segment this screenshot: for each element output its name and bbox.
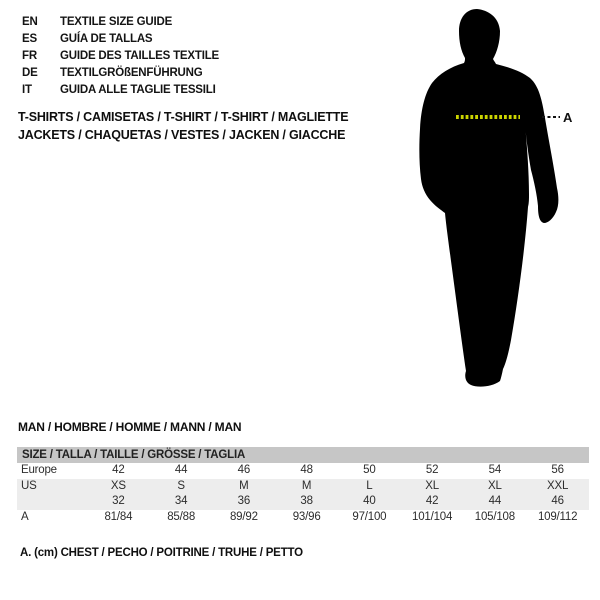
measurement-footnote: A. (cm) CHEST / PECHO / POITRINE / TRUHE / PETTO: [20, 547, 303, 559]
table-cell: 38: [300, 495, 313, 507]
table-cell: 34: [174, 495, 188, 507]
product-line-tshirts: T-SHIRTS / CAMISETAS / T-SHIRT / T-SHIRT / MAGLIETTE: [18, 110, 349, 124]
table-cell: M: [239, 479, 249, 492]
product-categories: [18, 108, 348, 144]
table-cell: 56: [551, 464, 564, 476]
table-cell: 44: [488, 495, 502, 507]
language-label: TEXTILGRÖßENFÜHRUNG: [60, 66, 203, 79]
table-cell: 97/100: [352, 510, 387, 523]
table-cell: 52: [425, 464, 439, 476]
table-cell: XXL: [547, 479, 569, 492]
table-cell: 81/84: [104, 510, 133, 523]
row-label: US: [21, 479, 37, 492]
language-code: DE: [22, 66, 38, 79]
man-silhouette-figure: [400, 0, 600, 400]
table-row-europe: [17, 463, 589, 479]
table-cell: 32: [112, 495, 125, 507]
language-item: [22, 47, 219, 64]
language-code: EN: [22, 15, 38, 28]
table-cell: 42: [112, 464, 125, 476]
row-label: [17, 494, 87, 510]
measurement-label-a: A: [563, 110, 573, 125]
table-cell: 36: [237, 495, 251, 507]
language-label: GUIDA ALLE TAGLIE TESSILI: [60, 83, 216, 96]
size-table: [17, 447, 589, 525]
table-cell: 85/88: [167, 510, 196, 523]
size-table-header: SIZE / TALLA / TAILLE / GRÖSSE / TAGLIA: [17, 447, 589, 463]
table-cell: 93/96: [292, 510, 321, 523]
table-row-us-letters: [17, 479, 589, 495]
table-cell: 54: [488, 464, 502, 476]
table-cell: L: [366, 479, 373, 492]
table-cell: 89/92: [229, 510, 258, 523]
language-code: IT: [22, 83, 32, 96]
language-item: [22, 81, 219, 98]
row-label: Europe: [21, 464, 57, 476]
table-cell: 46: [551, 495, 564, 507]
man-silhouette: [419, 9, 558, 387]
section-title-man: MAN / HOMBRE / HOMME / MANN / MAN: [18, 420, 242, 434]
language-item: [22, 64, 219, 81]
table-cell: XL: [425, 479, 439, 492]
table-cell: S: [177, 479, 185, 492]
language-item: [22, 30, 219, 47]
table-cell: 48: [300, 464, 313, 476]
row-label: A: [21, 510, 29, 523]
language-label: GUIDE DES TAILLES TEXTILE: [60, 49, 219, 62]
table-cell: 42: [425, 495, 439, 507]
table-cell: 50: [363, 464, 376, 476]
language-code: FR: [22, 49, 37, 62]
table-row-us-numbers: [17, 494, 589, 510]
table-cell: 105/108: [474, 510, 515, 523]
table-cell: 101/104: [412, 510, 453, 523]
table-row-chest-a: [17, 510, 589, 526]
table-cell: XL: [488, 479, 502, 492]
language-item: [22, 13, 219, 30]
table-cell: XS: [110, 479, 126, 492]
table-cell: 44: [174, 464, 188, 476]
language-label: TEXTILE SIZE GUIDE: [60, 15, 173, 28]
language-label: GUÍA DE TALLAS: [60, 32, 153, 45]
table-cell: 109/112: [537, 510, 578, 523]
table-cell: 40: [363, 495, 376, 507]
language-code: ES: [22, 32, 37, 45]
table-cell: M: [301, 479, 312, 492]
product-line-jackets: JACKETS / CHAQUETAS / VESTES / JACKEN / GIACCHE: [18, 128, 346, 142]
table-cell: 46: [237, 464, 251, 476]
language-list: [22, 13, 219, 98]
